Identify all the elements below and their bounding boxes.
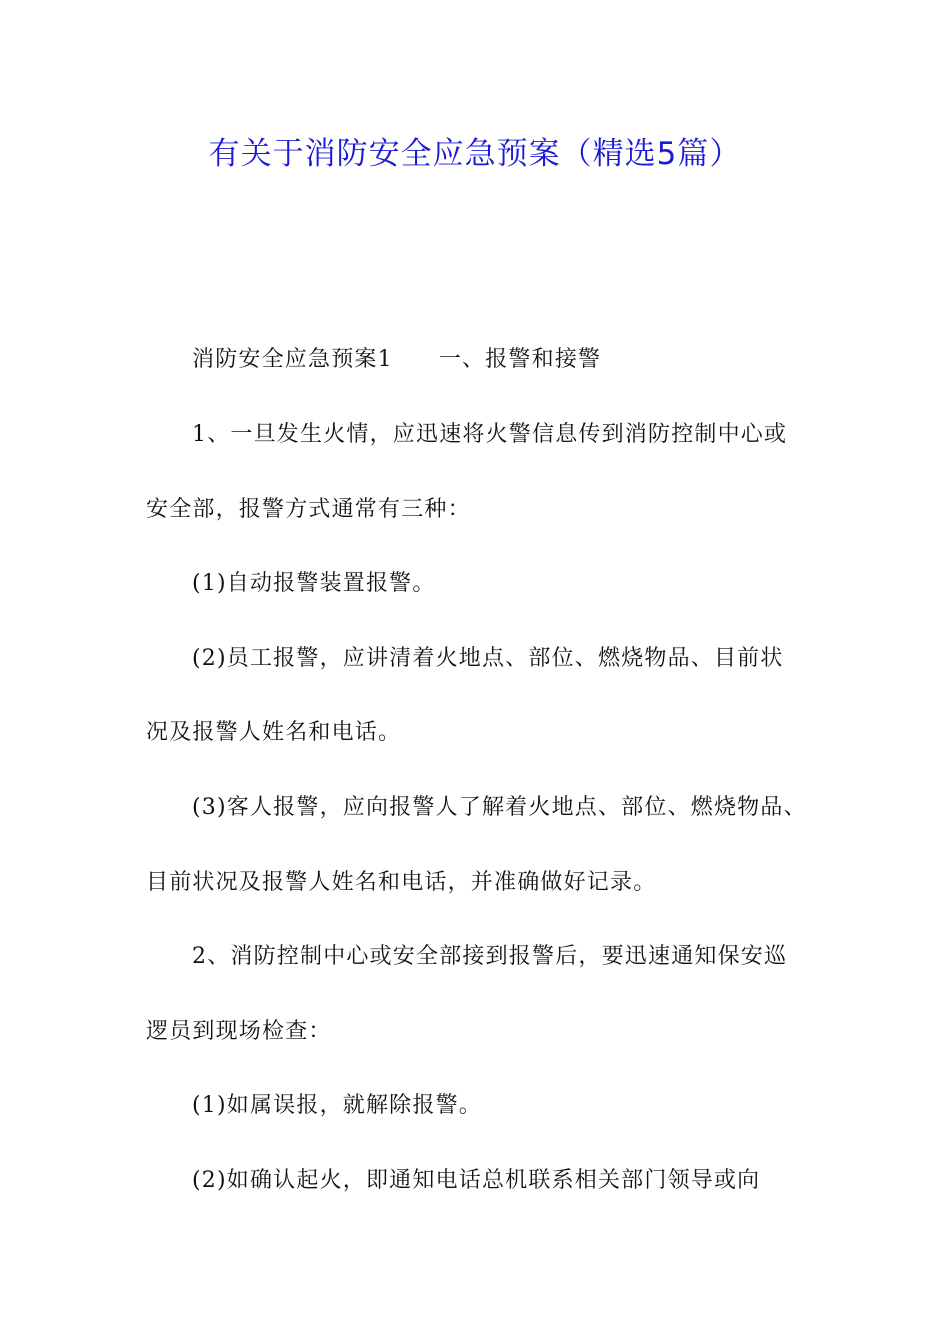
section-heading: 消防安全应急预案1 xyxy=(192,347,393,372)
paragraph-line: 2、消防控制中心或安全部接到报警后，要迅速通知保安巡 xyxy=(192,944,788,969)
paragraph-line: (2)员工报警，应讲清着火地点、部位、燃烧物品、目前状 xyxy=(192,646,784,671)
paragraph-line: 况及报警人姓名和电话。 xyxy=(146,720,402,745)
paragraph-line: (1)自动报警装置报警。 xyxy=(192,571,436,596)
section-subheading: 一、报警和接警 xyxy=(438,347,602,372)
section-heading-line xyxy=(192,342,836,378)
paragraph-line: (1)如属误报，就解除报警。 xyxy=(192,1093,482,1118)
document-title: 有关于消防安全应急预案（精选5篇） xyxy=(208,136,742,172)
paragraph-line: 逻员到现场检查： xyxy=(146,1019,332,1044)
paragraph-line: 1、一旦发生火情，应迅速将火警信息传到消防控制中心或 xyxy=(192,422,788,447)
paragraph-line: (3)客人报警，应向报警人了解着火地点、部位、燃烧物品、 xyxy=(192,795,807,820)
paragraph-line: (2)如确认起火，即通知电话总机联系相关部门领导或向 xyxy=(192,1168,761,1193)
paragraph-line: 目前状况及报警人姓名和电话，并准确做好记录。 xyxy=(146,870,657,895)
paragraph-line: 安全部，报警方式通常有三种： xyxy=(146,497,471,522)
